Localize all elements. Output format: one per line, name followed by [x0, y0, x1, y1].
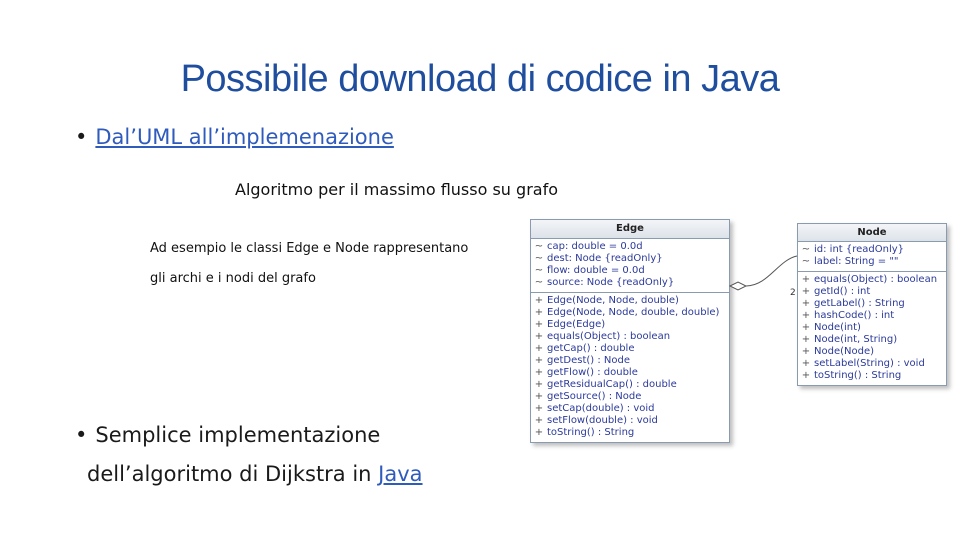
visibility-marker: + [534, 379, 544, 390]
visibility-marker: + [801, 346, 811, 357]
visibility-marker: + [534, 427, 544, 438]
uml-member-row [531, 331, 729, 343]
uml-member-row [531, 391, 729, 403]
uml-member-row [531, 343, 729, 355]
visibility-marker: + [801, 358, 811, 369]
uml-attributes [531, 239, 729, 293]
uml-member-row [798, 346, 946, 358]
uml-class-name: Node [798, 224, 946, 242]
uml-member-text: Edge(Node, Node, double) [547, 295, 679, 306]
visibility-marker: ~ [801, 244, 811, 255]
visibility-marker: + [534, 319, 544, 330]
visibility-marker: + [801, 370, 811, 381]
visibility-marker: + [801, 334, 811, 345]
uml-member-text: toString() : String [547, 427, 635, 438]
uml-member-row [531, 403, 729, 415]
visibility-marker: + [801, 274, 811, 285]
uml-member-row [798, 274, 946, 286]
uml-class-edge [530, 219, 730, 443]
visibility-marker: + [801, 286, 811, 297]
uml-member-text: dest: Node {readOnly} [547, 253, 663, 264]
uml-member-row [798, 334, 946, 346]
uml-member-row [798, 298, 946, 310]
uml-member-text: Edge(Edge) [547, 319, 606, 330]
visibility-marker: ~ [801, 256, 811, 267]
uml-member-text: getSource() : Node [547, 391, 642, 402]
uml-operations [798, 272, 946, 385]
uml-member-text: getLabel() : String [814, 298, 905, 309]
bullet-dot-icon: • [75, 125, 88, 149]
uml-member-row [531, 367, 729, 379]
visibility-marker: ~ [534, 277, 544, 288]
visibility-marker: + [534, 391, 544, 402]
uml-member-text: setCap(double) : void [547, 403, 655, 414]
visibility-marker: ~ [534, 253, 544, 264]
uml-member-row [531, 427, 729, 439]
visibility-marker: + [801, 310, 811, 321]
uml-member-row [531, 355, 729, 367]
uml-member-text: equals(Object) : boolean [547, 331, 671, 342]
uml-member-text: toString() : String [814, 370, 902, 381]
slide-title: Possibile download di codice in Java [180, 58, 780, 100]
visibility-marker: + [534, 403, 544, 414]
uml-member-text: label: String = "" [814, 256, 899, 267]
uml-member-text: setFlow(double) : void [547, 415, 658, 426]
uml-member-text: equals(Object) : boolean [814, 274, 938, 285]
note-line-2: gli archi e i nodi del grafo [150, 271, 316, 286]
uml-member-row [531, 379, 729, 391]
visibility-marker: ~ [534, 241, 544, 252]
uml-member-row [531, 295, 729, 307]
uml-attributes [798, 242, 946, 272]
uml-member-row [531, 319, 729, 331]
java-link[interactable]: Java [378, 462, 423, 486]
visibility-marker: + [534, 355, 544, 366]
bullet-dijkstra [75, 423, 380, 447]
visibility-marker: + [534, 295, 544, 306]
uml-member-text: getId() : int [814, 286, 871, 297]
uml-member-text: getCap() : double [547, 343, 635, 354]
uml-member-row [531, 253, 729, 265]
uml-member-text: id: int {readOnly} [814, 244, 905, 255]
uml-member-text: getResidualCap() : double [547, 379, 677, 390]
bullet-dijkstra-prefix: dell’algoritmo di Dijkstra in [87, 462, 379, 486]
uml-member-row [531, 307, 729, 319]
bullet-uml [75, 125, 394, 149]
uml-member-text: source: Node {readOnly} [547, 277, 675, 288]
association-multiplicity: 2 [790, 288, 796, 298]
visibility-marker: + [534, 331, 544, 342]
uml-member-text: Edge(Node, Node, double, double) [547, 307, 720, 318]
uml-member-text: setLabel(String) : void [814, 358, 925, 369]
visibility-marker: ~ [534, 265, 544, 276]
uml-member-row [531, 415, 729, 427]
uml-member-text: cap: double = 0.0d [547, 241, 643, 252]
uml-member-text: getDest() : Node [547, 355, 631, 366]
uml-member-row [798, 286, 946, 298]
uml-member-text: getFlow() : double [547, 367, 638, 378]
uml-member-row [798, 244, 946, 256]
visibility-marker: + [801, 298, 811, 309]
uml-member-row [798, 370, 946, 382]
uml-member-text: Node(int) [814, 322, 861, 333]
uml-member-text: hashCode() : int [814, 310, 895, 321]
uml-member-row [798, 358, 946, 370]
uml-member-text: flow: double = 0.0d [547, 265, 645, 276]
note-line-1: Ad esempio le classi Edge e Node rappresentano [150, 241, 469, 256]
bullet-dijkstra-text: Semplice implementazione [95, 423, 381, 447]
visibility-marker: + [534, 307, 544, 318]
section-subheading: Algoritmo per il massimo flusso su grafo [235, 180, 558, 199]
uml-member-text: Node(int, String) [814, 334, 898, 345]
uml-member-row [531, 241, 729, 253]
uml-implementation-link[interactable]: Dal’UML all’implemenazione [95, 125, 394, 149]
uml-class-name: Edge [531, 220, 729, 239]
visibility-marker: + [534, 343, 544, 354]
bullet-dot-icon: • [75, 423, 88, 447]
visibility-marker: + [534, 415, 544, 426]
uml-member-row [531, 265, 729, 277]
aggregation-diamond-icon [730, 282, 746, 290]
uml-member-row [798, 322, 946, 334]
uml-operations [531, 293, 729, 442]
uml-member-row [798, 310, 946, 322]
uml-class-node [797, 223, 947, 386]
uml-member-text: Node(Node) [814, 346, 874, 357]
visibility-marker: + [534, 367, 544, 378]
bullet-dijkstra-line2 [87, 462, 423, 486]
visibility-marker: + [801, 322, 811, 333]
uml-member-row [531, 277, 729, 289]
uml-member-row [798, 256, 946, 268]
